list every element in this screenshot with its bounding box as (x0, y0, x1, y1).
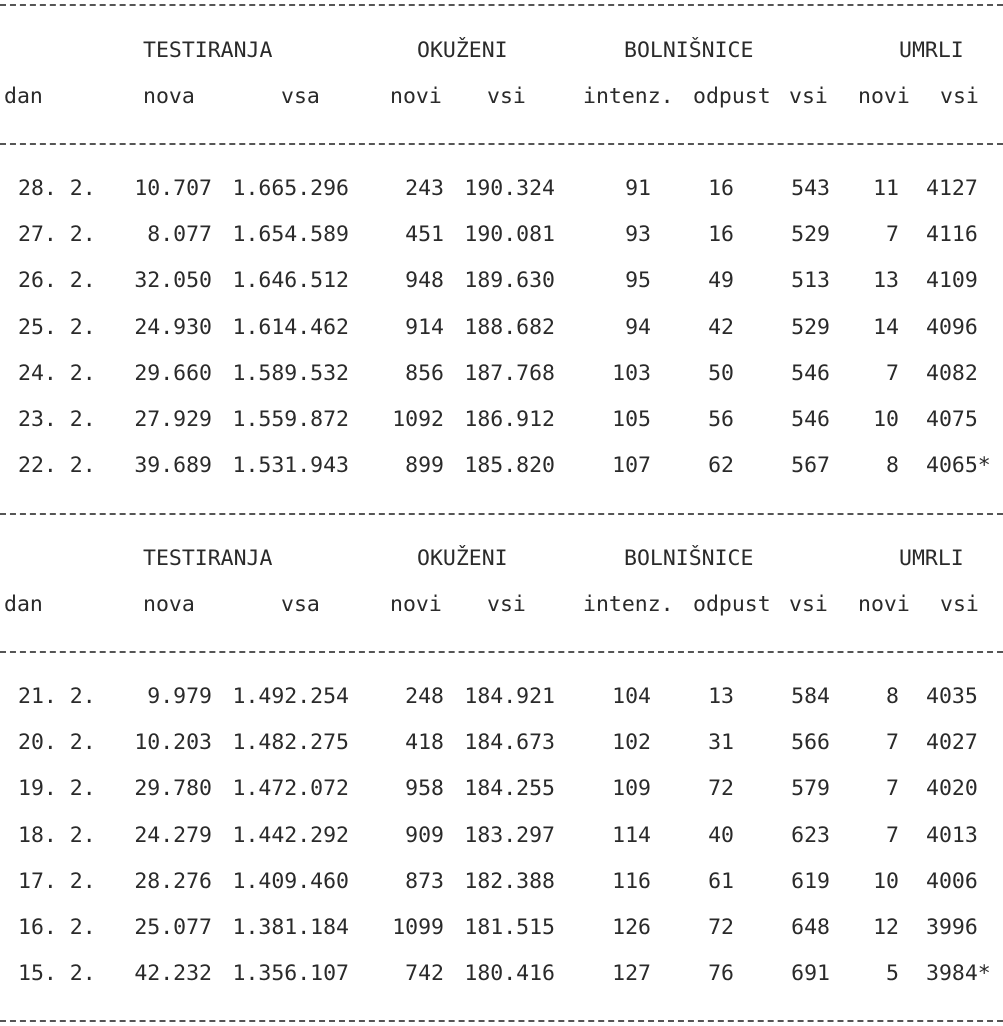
cell-vsa: 1.559.872 (232, 407, 349, 432)
group-header-okuzeni: OKUŽENI (417, 38, 508, 63)
col-header-okuzeni-vsi: vsi (487, 84, 526, 109)
cell-okuzeni-vsi: 188.682 (464, 314, 555, 340)
col-header-umrli-novi: novi (858, 84, 910, 109)
cell-dan: 25. 2. (18, 314, 96, 340)
cell-okuzeni-vsi: 190.324 (464, 176, 555, 201)
cell-nova: 28.276 (134, 868, 212, 894)
cell-umrli-vsi: 4006 (926, 868, 978, 894)
cell-okuzeni-vsi: 184.673 (464, 730, 555, 756)
cell-nova: 25.077 (134, 915, 212, 940)
cell-vsa: 1.472.072 (232, 776, 349, 802)
cell-umrli-novi: 7 (886, 776, 899, 802)
separator-line (0, 4, 1003, 6)
col-header-nova: nova (143, 84, 195, 109)
cell-okuzeni-vsi: 184.255 (464, 776, 555, 802)
cell-umrli-novi: 7 (886, 730, 899, 756)
cell-umrli-vsi: 4127 (926, 176, 978, 201)
cell-nova: 27.929 (134, 407, 212, 432)
cell-umrli-novi: 7 (886, 360, 899, 386)
column-header-row (0, 84, 1003, 110)
cell-bolnisnice-vsi: 691 (791, 961, 830, 987)
cell-dan: 15. 2. (18, 961, 96, 987)
cell-umrli-novi: 7 (886, 822, 899, 848)
cell-okuzeni-vsi: 180.416 (464, 961, 555, 987)
cell-umrli-novi: 14 (873, 314, 899, 340)
cell-nova: 29.780 (134, 776, 212, 802)
cell-vsa: 1.531.943 (232, 453, 349, 479)
group-header-okuzeni: OKUŽENI (417, 546, 508, 571)
col-header-okuzeni-novi: novi (390, 592, 442, 617)
cell-okuzeni-vsi: 186.912 (464, 407, 555, 432)
cell-okuzeni-novi: 1092 (392, 407, 444, 432)
cell-umrli-novi: 7 (886, 222, 899, 248)
cell-okuzeni-vsi: 190.081 (464, 222, 555, 248)
cell-intenz: 94 (625, 314, 651, 340)
cell-bolnisnice-vsi: 546 (791, 407, 830, 432)
table-row (0, 361, 1003, 387)
cell-umrli-vsi: 4013 (926, 822, 978, 848)
cell-nova: 10.707 (134, 176, 212, 201)
cell-okuzeni-vsi: 185.820 (464, 453, 555, 479)
cell-nova: 39.689 (134, 453, 212, 479)
cell-dan: 26. 2. (18, 268, 96, 294)
cell-bolnisnice-vsi: 579 (791, 776, 830, 802)
cell-umrli-vsi: 4065* (926, 453, 991, 479)
cell-okuzeni-novi: 948 (405, 268, 444, 294)
cell-okuzeni-novi: 914 (405, 314, 444, 340)
cell-odpust: 31 (708, 730, 734, 756)
cell-nova: 42.232 (134, 961, 212, 987)
cell-bolnisnice-vsi: 546 (791, 360, 830, 386)
separator-line (0, 1020, 1003, 1022)
cell-intenz: 95 (625, 268, 651, 294)
cell-umrli-novi: 8 (886, 684, 899, 709)
cell-dan: 19. 2. (18, 776, 96, 802)
cell-umrli-vsi: 4020 (926, 776, 978, 802)
cell-umrli-vsi: 4096 (926, 314, 978, 340)
cell-bolnisnice-vsi: 623 (791, 822, 830, 848)
group-header-bolnisnice: BOLNIŠNICE (624, 546, 754, 571)
cell-umrli-novi: 10 (873, 868, 899, 894)
cell-dan: 22. 2. (18, 453, 96, 479)
cell-intenz: 104 (612, 684, 651, 709)
cell-nova: 24.930 (134, 314, 212, 340)
col-header-intenz: intenz. (583, 592, 674, 617)
cell-vsa: 1.442.292 (232, 822, 349, 848)
cell-umrli-vsi: 4082 (926, 360, 978, 386)
cell-dan: 28. 2. (18, 176, 96, 201)
cell-umrli-novi: 5 (886, 961, 899, 987)
cell-umrli-vsi: 3996 (926, 915, 978, 940)
cell-odpust: 13 (708, 684, 734, 709)
cell-vsa: 1.665.296 (232, 176, 349, 201)
table-row (0, 730, 1003, 756)
column-header-row (0, 592, 1003, 618)
cell-intenz: 127 (612, 961, 651, 987)
cell-odpust: 40 (708, 822, 734, 848)
table-row (0, 453, 1003, 479)
table-row (0, 776, 1003, 802)
cell-odpust: 42 (708, 314, 734, 340)
cell-odpust: 61 (708, 868, 734, 894)
cell-umrli-novi: 11 (873, 176, 899, 201)
table-row (0, 407, 1003, 433)
cell-odpust: 62 (708, 453, 734, 479)
separator-line (0, 143, 1003, 145)
cell-okuzeni-vsi: 189.630 (464, 268, 555, 294)
cell-odpust: 76 (708, 961, 734, 987)
col-header-nova: nova (143, 592, 195, 617)
cell-dan: 21. 2. (18, 684, 96, 709)
cell-odpust: 50 (708, 360, 734, 386)
cell-intenz: 93 (625, 222, 651, 248)
separator-line (0, 513, 1003, 515)
cell-vsa: 1.492.254 (232, 684, 349, 709)
cell-nova: 8.077 (147, 222, 212, 248)
cell-vsa: 1.654.589 (232, 222, 349, 248)
col-header-bolnisnice-vsi: vsi (789, 84, 828, 109)
cell-okuzeni-novi: 451 (405, 222, 444, 248)
cell-intenz: 126 (612, 915, 651, 940)
cell-odpust: 16 (708, 176, 734, 201)
table-row (0, 823, 1003, 849)
cell-intenz: 107 (612, 453, 651, 479)
cell-odpust: 56 (708, 407, 734, 432)
cell-umrli-vsi: 4035 (926, 684, 978, 709)
col-header-okuzeni-vsi: vsi (487, 592, 526, 617)
cell-nova: 9.979 (147, 684, 212, 709)
cell-bolnisnice-vsi: 584 (791, 684, 830, 709)
cell-vsa: 1.381.184 (232, 915, 349, 940)
table-row (0, 684, 1003, 710)
cell-bolnisnice-vsi: 513 (791, 268, 830, 294)
col-header-dan: dan (4, 84, 43, 109)
cell-vsa: 1.589.532 (232, 360, 349, 386)
col-header-umrli-vsi: vsi (940, 84, 979, 109)
cell-umrli-vsi: 4116 (926, 222, 978, 248)
cell-okuzeni-novi: 418 (405, 730, 444, 756)
cell-okuzeni-novi: 909 (405, 822, 444, 848)
cell-vsa: 1.356.107 (232, 961, 349, 987)
cell-umrli-vsi: 3984* (926, 961, 991, 987)
cell-dan: 18. 2. (18, 822, 96, 848)
cell-umrli-novi: 12 (873, 915, 899, 940)
cell-umrli-vsi: 4027 (926, 730, 978, 756)
cell-okuzeni-novi: 958 (405, 776, 444, 802)
cell-intenz: 116 (612, 868, 651, 894)
group-header-testiranja: TESTIRANJA (143, 546, 273, 571)
cell-bolnisnice-vsi: 543 (791, 176, 830, 201)
table-row (0, 268, 1003, 294)
col-header-dan: dan (4, 592, 43, 617)
cell-vsa: 1.409.460 (232, 868, 349, 894)
col-header-bolnisnice-vsi: vsi (789, 592, 828, 617)
col-header-okuzeni-novi: novi (390, 84, 442, 109)
cell-okuzeni-novi: 899 (405, 453, 444, 479)
separator-line (0, 651, 1003, 653)
cell-dan: 20. 2. (18, 730, 96, 756)
cell-odpust: 72 (708, 776, 734, 802)
cell-bolnisnice-vsi: 529 (791, 314, 830, 340)
table-row (0, 176, 1003, 202)
cell-okuzeni-vsi: 182.388 (464, 868, 555, 894)
table-row (0, 222, 1003, 248)
group-header-umrli: UMRLI (899, 546, 964, 571)
cell-bolnisnice-vsi: 529 (791, 222, 830, 248)
cell-odpust: 16 (708, 222, 734, 248)
table-row (0, 915, 1003, 941)
cell-vsa: 1.614.462 (232, 314, 349, 340)
cell-dan: 23. 2. (18, 407, 96, 432)
cell-dan: 24. 2. (18, 360, 96, 386)
cell-okuzeni-vsi: 184.921 (464, 684, 555, 709)
cell-umrli-novi: 13 (873, 268, 899, 294)
cell-nova: 32.050 (134, 268, 212, 294)
cell-umrli-vsi: 4075 (926, 407, 978, 432)
cell-bolnisnice-vsi: 567 (791, 453, 830, 479)
cell-intenz: 114 (612, 822, 651, 848)
cell-odpust: 49 (708, 268, 734, 294)
cell-intenz: 102 (612, 730, 651, 756)
cell-odpust: 72 (708, 915, 734, 940)
table-row (0, 961, 1003, 987)
cell-dan: 27. 2. (18, 222, 96, 248)
table-row (0, 315, 1003, 341)
cell-intenz: 91 (625, 176, 651, 201)
table-row (0, 869, 1003, 895)
col-header-vsa: vsa (281, 84, 320, 109)
col-header-umrli-vsi: vsi (940, 592, 979, 617)
cell-okuzeni-novi: 248 (405, 684, 444, 709)
group-header-umrli: UMRLI (899, 38, 964, 63)
col-header-vsa: vsa (281, 592, 320, 617)
col-header-odpust: odpust (693, 84, 771, 109)
cell-okuzeni-vsi: 181.515 (464, 915, 555, 940)
col-header-intenz: intenz. (583, 84, 674, 109)
cell-vsa: 1.646.512 (232, 268, 349, 294)
group-header-bolnisnice: BOLNIŠNICE (624, 38, 754, 63)
col-header-odpust: odpust (693, 592, 771, 617)
cell-bolnisnice-vsi: 566 (791, 730, 830, 756)
cell-dan: 17. 2. (18, 868, 96, 894)
cell-nova: 29.660 (134, 360, 212, 386)
cell-bolnisnice-vsi: 648 (791, 915, 830, 940)
cell-okuzeni-vsi: 183.297 (464, 822, 555, 848)
cell-umrli-novi: 8 (886, 453, 899, 479)
cell-okuzeni-novi: 243 (405, 176, 444, 201)
col-header-umrli-novi: novi (858, 592, 910, 617)
cell-nova: 24.279 (134, 822, 212, 848)
cell-intenz: 105 (612, 407, 651, 432)
cell-okuzeni-novi: 742 (405, 961, 444, 987)
cell-okuzeni-novi: 1099 (392, 915, 444, 940)
cell-okuzeni-novi: 856 (405, 360, 444, 386)
cell-dan: 16. 2. (18, 915, 96, 940)
cell-okuzeni-novi: 873 (405, 868, 444, 894)
cell-okuzeni-vsi: 187.768 (464, 360, 555, 386)
cell-umrli-novi: 10 (873, 407, 899, 432)
cell-intenz: 109 (612, 776, 651, 802)
cell-nova: 10.203 (134, 730, 212, 756)
cell-umrli-vsi: 4109 (926, 268, 978, 294)
cell-bolnisnice-vsi: 619 (791, 868, 830, 894)
group-header-testiranja: TESTIRANJA (143, 38, 273, 63)
cell-intenz: 103 (612, 360, 651, 386)
cell-vsa: 1.482.275 (232, 730, 349, 756)
